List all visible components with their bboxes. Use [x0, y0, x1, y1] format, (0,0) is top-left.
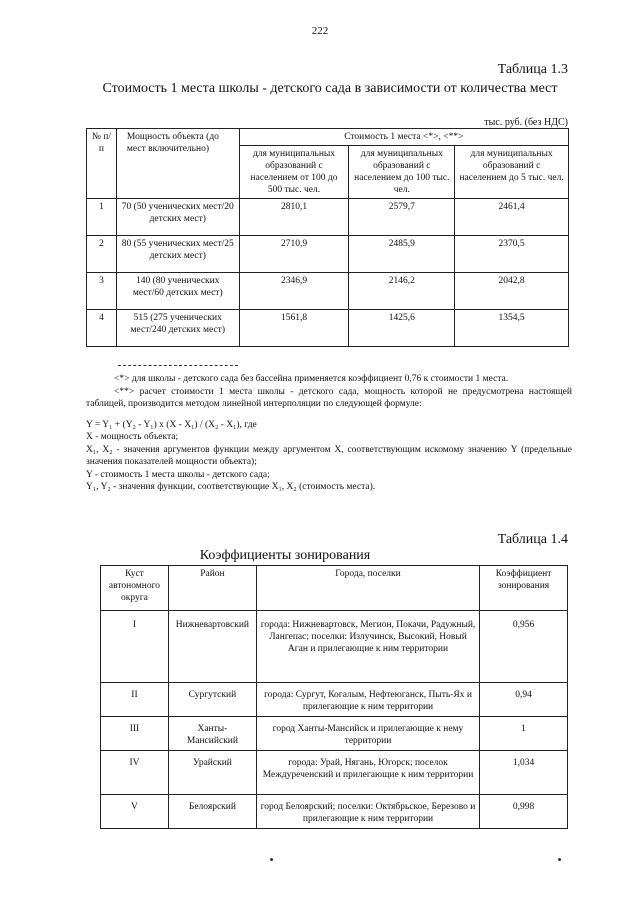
cell-capacity: 80 (55 ученических мест/25 детских мест)	[116, 236, 239, 273]
cell-coefficient: 0,998	[480, 795, 568, 829]
cell-value: 2146,2	[349, 273, 455, 310]
header-num: № п/п	[87, 129, 117, 199]
cell-bush: II	[101, 683, 169, 717]
table-row	[101, 611, 568, 683]
cell-district: Белоярский	[168, 795, 256, 829]
header-capacity: Мощность объекта (до мест включительно)	[116, 129, 239, 199]
table-row	[87, 273, 569, 310]
table-row	[101, 795, 568, 829]
footnote-2: <**> расчет стоимости 1 места школы - детского сада, мощность которой не предусмотрена настоящей таблицей, производится методом линейной интерполяции по следующей формуле:	[86, 386, 572, 409]
cell-district: Сургутский	[168, 683, 256, 717]
note-line-1: X - мощность объекта;	[86, 432, 179, 442]
cell-value: 2461,4	[455, 199, 569, 236]
table-row	[87, 199, 569, 236]
table-1-4-label: Таблица 1.4	[497, 532, 568, 547]
table-row	[87, 310, 569, 347]
cost-table	[86, 128, 569, 347]
cell-bush: V	[101, 795, 169, 829]
cell-value: 2485,9	[349, 236, 455, 273]
cell-num: 1	[87, 199, 117, 236]
cell-num: 2	[87, 236, 117, 273]
cell-towns: города: Урай, Нягань, Югорск; поселок Междуреченский и прилегающие к ним территории	[256, 751, 479, 795]
note-line-2: X₁, X₂ - значения аргументов функции между аргументом X, соответствующим искомому значению Y (предельные значения показателей мощности объекта);	[86, 444, 572, 467]
cell-coefficient: 0,94	[480, 683, 568, 717]
header-bush: Куст автономного округа	[101, 566, 169, 611]
header-coefficient: Коэффициент зонирования	[480, 566, 568, 611]
table-1-3-label: Таблица 1.3	[497, 62, 568, 77]
cell-value: 1354,5	[455, 310, 569, 347]
header-towns: Города, поселки	[256, 566, 479, 611]
cell-value: 2346,9	[239, 273, 349, 310]
note-line-4: Y₁, Y₂ - значения функции, соответствующие X₁, X₂ (стоимость места).	[86, 482, 376, 492]
cell-district: Нижневартовский	[168, 611, 256, 683]
cell-capacity: 70 (50 ученических мест/20 детских мест)	[116, 199, 239, 236]
cell-capacity: 140 (80 ученических мест/60 детских мест)	[116, 273, 239, 310]
cell-value: 2042,8	[455, 273, 569, 310]
header-district: Район	[168, 566, 256, 611]
scan-dot	[558, 858, 561, 861]
table-row	[101, 751, 568, 795]
cell-district: Урайский	[168, 751, 256, 795]
zoning-table	[100, 565, 568, 829]
header-sub-3: для муниципальных образований с населением до 5 тыс. чел.	[455, 146, 569, 199]
cell-value: 2810,1	[239, 199, 349, 236]
cell-capacity: 515 (275 ученических мест/240 детских мест)	[116, 310, 239, 347]
cell-bush: III	[101, 717, 169, 751]
scan-dot	[270, 858, 273, 861]
footnote-1: <*> для школы - детского сада без бассейна применяется коэффициент 0,76 к стоимости 1 места.	[114, 374, 509, 384]
header-sub-2: для муниципальных образований с населением до 100 тыс. чел.	[349, 146, 455, 199]
table-row	[101, 717, 568, 751]
footnote-separator	[118, 365, 238, 366]
header-sub-1: для муниципальных образований с населением от 100 до 500 тыс. чел.	[239, 146, 349, 199]
cell-bush: IV	[101, 751, 169, 795]
table-row	[101, 683, 568, 717]
formula: Y = Y₁ + (Y₂ - Y₁) x (X - X₁) / (X₂ - X₁), где	[86, 419, 257, 430]
cell-value: 1425,6	[349, 310, 455, 347]
cell-value: 2710,9	[239, 236, 349, 273]
table-1-3-title: Стоимость 1 места школы - детского сада в зависимости от количества мест	[102, 81, 558, 96]
footnotes	[86, 373, 572, 494]
cell-coefficient: 1	[480, 717, 568, 751]
page-number: 222	[311, 25, 329, 37]
table-row	[87, 236, 569, 273]
cell-towns: города: Сургут, Когалым, Нефтеюганск, Пыть-Ях и прилегающие к ним территории	[256, 683, 479, 717]
cell-towns: города: Нижневартовск, Мегион, Покачи, Радужный, Лангепас; поселки: Излучинск, Высокий, Новый Аган и прилегающие к ним территории	[256, 611, 479, 683]
cell-coefficient: 0,956	[480, 611, 568, 683]
unit-note: тыс. руб. (без НДС)	[484, 117, 568, 128]
cell-value: 2370,5	[455, 236, 569, 273]
cell-value: 1561,8	[239, 310, 349, 347]
cell-district: Ханты-Мансийский	[168, 717, 256, 751]
table-1-4-title: Коэффициенты зонирования	[199, 548, 371, 563]
note-line-3: Y - стоимость 1 места школы - детского сада;	[86, 469, 270, 480]
cell-towns: город Ханты-Мансийск и прилегающие к нему территории	[256, 717, 479, 751]
cell-coefficient: 1,034	[480, 751, 568, 795]
header-cost: Стоимость 1 места <*>, <**>	[239, 129, 568, 146]
cell-value: 2579,7	[349, 199, 455, 236]
cell-towns: город Белоярский; поселки: Октябрьское, Березово и прилегающие к ним территории	[256, 795, 479, 829]
cell-bush: I	[101, 611, 169, 683]
cell-num: 4	[87, 310, 117, 347]
cell-num: 3	[87, 273, 117, 310]
